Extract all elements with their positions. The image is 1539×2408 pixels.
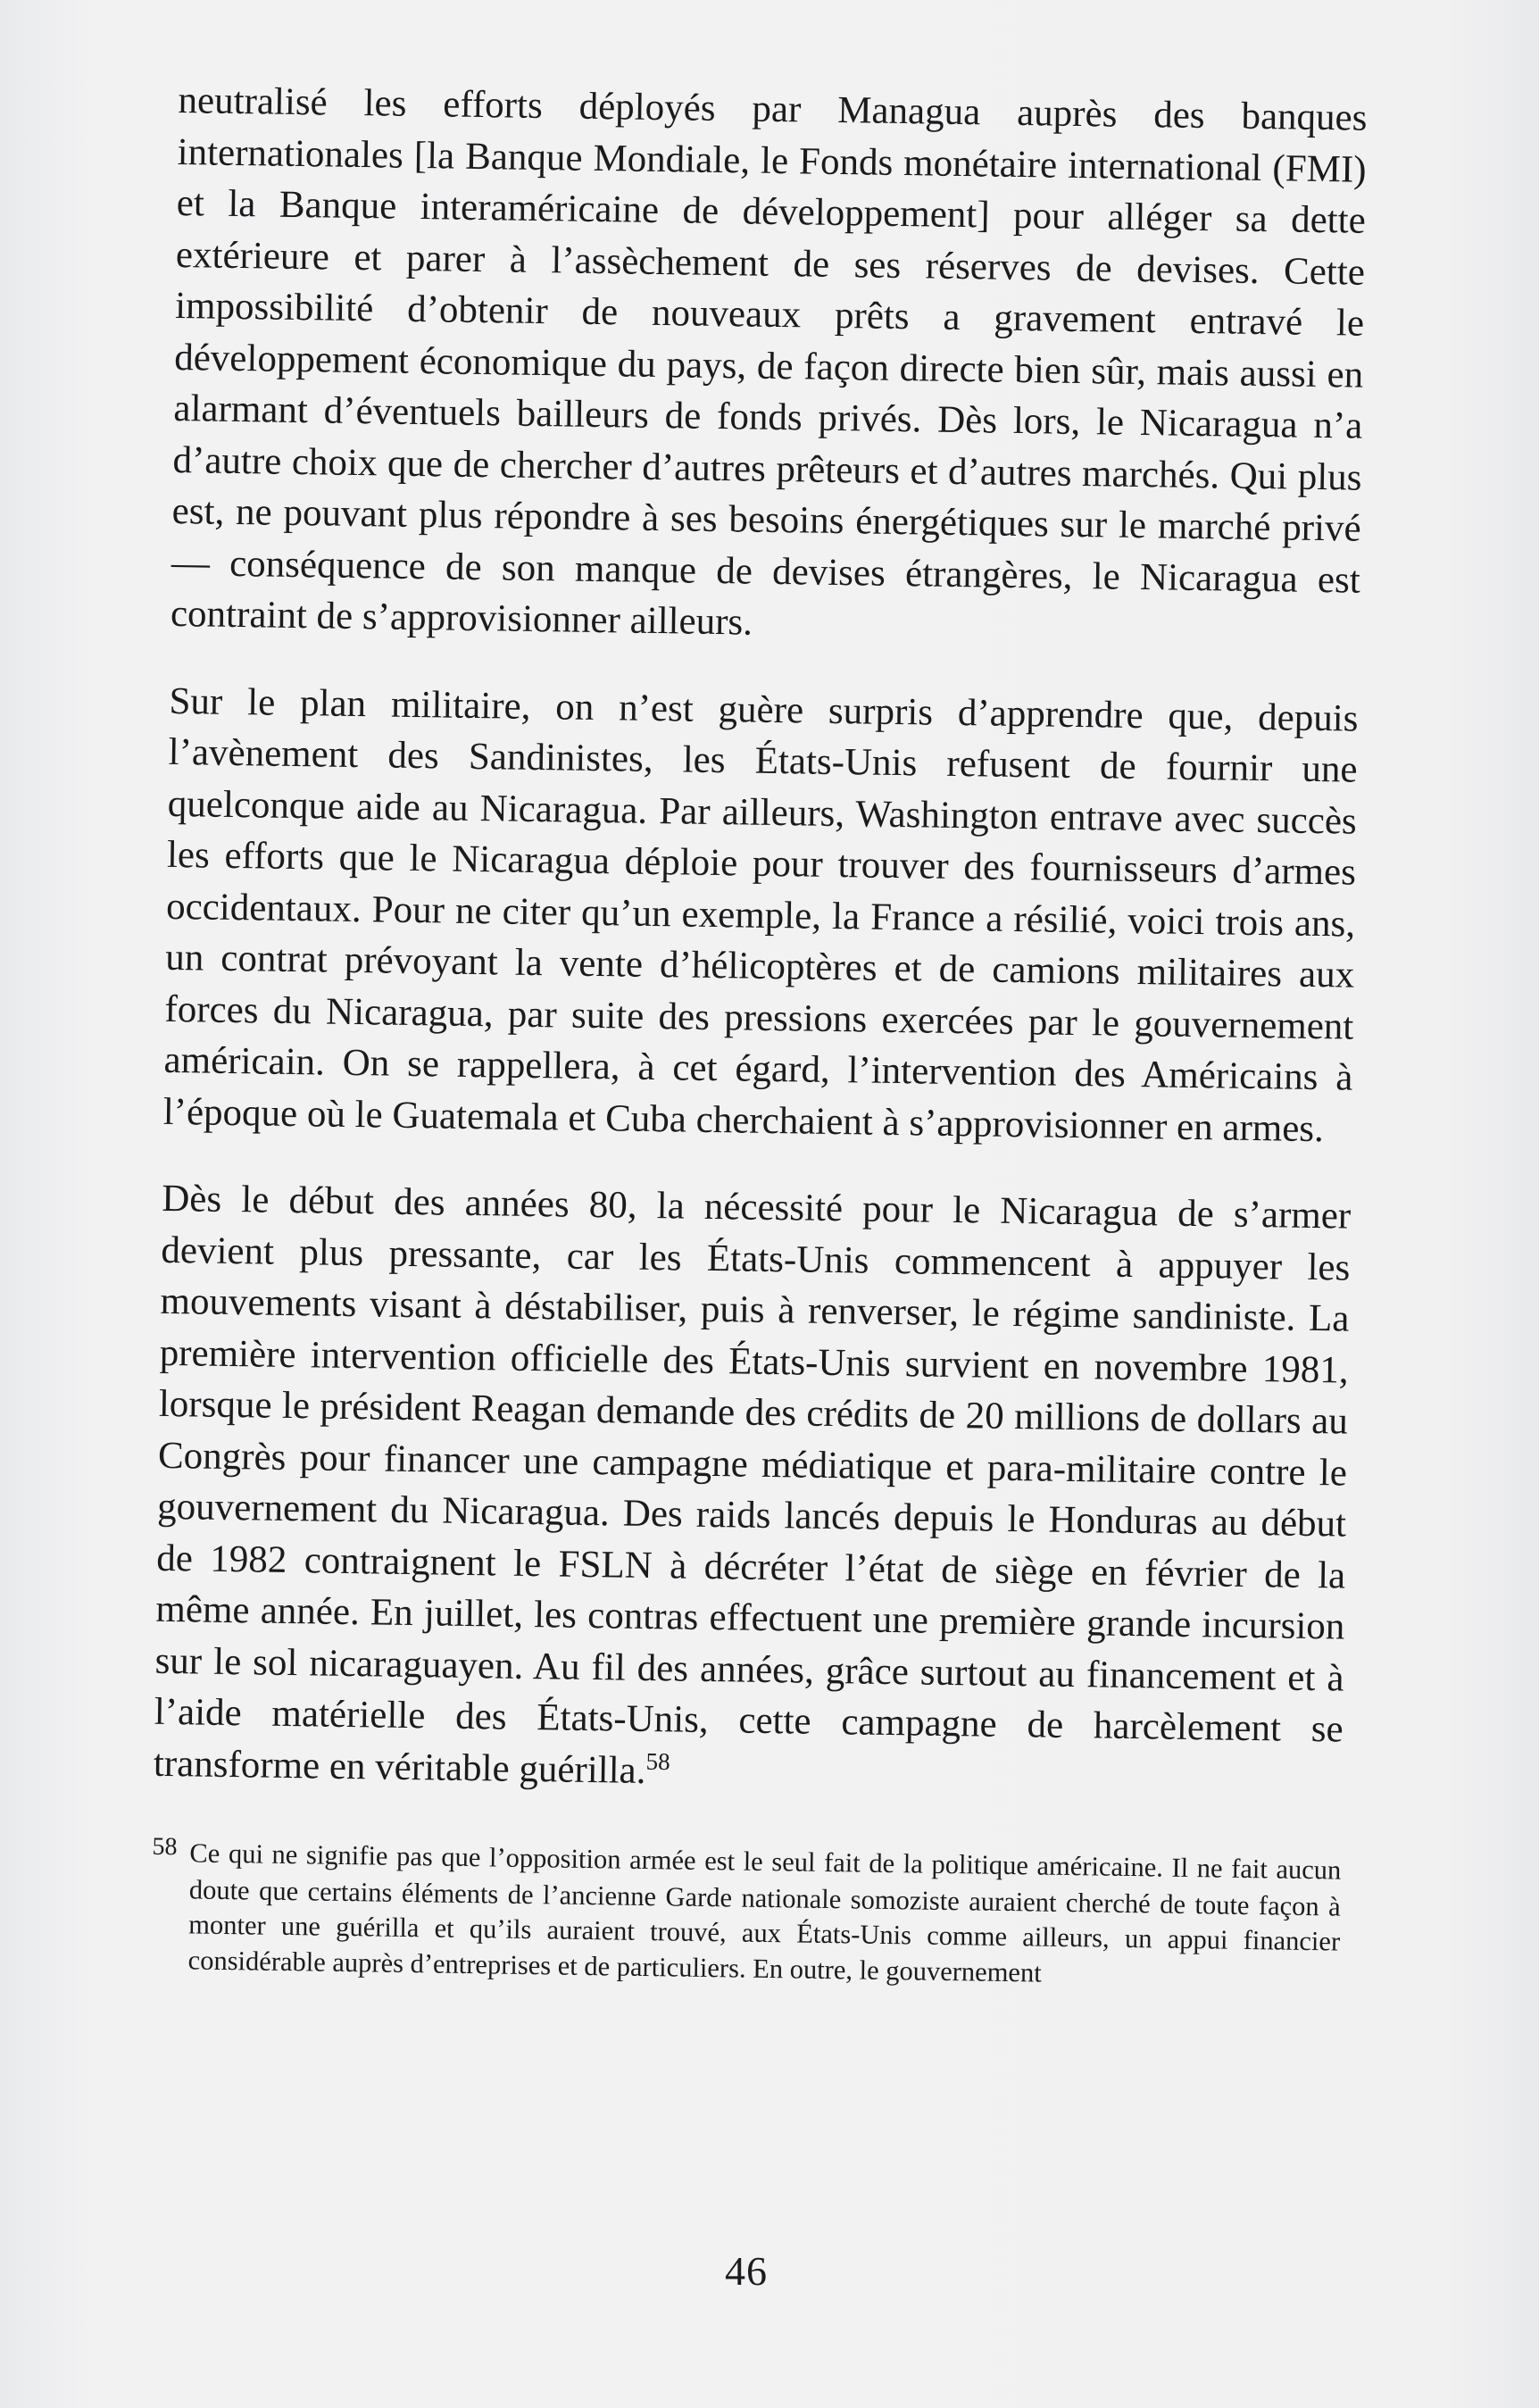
paragraph-destabilization bbox=[154, 1173, 1352, 1807]
footnote-number: 58 bbox=[152, 1832, 178, 1862]
paragraph-financial: neutralisé les efforts déployés par Managua auprès des banques internationales [la Banque Mondiale, le Fonds monétaire international (FMI) et la Banque interaméricaine de développement] pour alléger sa dette extérieure et parer à l’assèchement de ses réserves de devises. Cette impossibilité d’obtenir de nouveaux prêts a gravement entravé le développement économique du pays, de façon directe bien sûr, mais aussi en alarmant d’éventuels bailleurs de fonds privés. Dès lors, le Nicaragua n’a d’autre choix que de chercher d’autres prêteurs et d’autres marchés. Qui plus est, ne pouvant plus répondre à ses besoins énergétiques sur le marché privé — conséquence de son manque de devises étrangères, le Nicaragua est contraint de s’approvisionner ailleurs. bbox=[170, 79, 1368, 644]
footnote-text: Ce qui ne signifie pas que l’opposition armée est le seul fait de la politique américaine. Il ne fait aucun doute que certains éléments de l’ancienne Garde nationale somoziste auraient cherché de toute façon à monter une guérilla et qu’ils auraient trouvé, aux États-Unis comme ailleurs, un appui financier considérable auprès d’entreprises et de particuliers. En outre, le gouvernement bbox=[187, 1837, 1342, 1988]
page-number: 46 bbox=[725, 2248, 768, 2294]
paragraph-military: Sur le plan militaire, on n’est guère surpris d’apprendre que, depuis l’avènement des Sandinistes, les États-Unis refusent de fournir une quelconque aide au Nicaragua. Par ailleurs, Washington entrave avec succès les efforts que le Nicaragua déploie pour trouver des fournisseurs d’armes occidentaux. Pour ne citer qu’un exemple, la France a résilié, voici trois ans, un contrat prévoyant la vente d’hélicoptères et de camions militaires aux forces du Nicaragua, par suite des pressions exercées par le gouvernement américain. On se rappellera, à cet égard, l’intervention des Américains à l’époque où le Guatemala et Cuba cherchaient à s’approvisionner en armes. bbox=[162, 679, 1359, 1150]
footnote-reference: 58 bbox=[645, 1747, 670, 1775]
footnote bbox=[150, 1832, 1342, 1996]
body-text bbox=[150, 75, 1367, 1996]
paragraph-destabilization-text: Dès le début des années 80, la nécessité pour le Nicaragua de s’armer devient plus pressante, car les États-Unis commencent à appuyer les mouvements visant à déstabiliser, puis à renverser, le régime sandiniste. La première intervention officielle des États-Unis survient en novembre 1981, lorsque le président Reagan demande des crédits de 20 millions de dollars au Congrès pour financer une campagne médiatique et para-militaire contre le gouvernement du Nicaragua. Des raids lancés depuis le Honduras au début de 1982 contraignent le FSLN à décréter l’état de siège en février de la même année. En juillet, les contras effectuent une première grande incursion sur le sol nicaraguayen. Au fil des années, grâce surtout au financement et à l’aide matérielle des États-Unis, cette campagne de harcèlement se transforme en véritable guérilla. bbox=[153, 1177, 1352, 1792]
